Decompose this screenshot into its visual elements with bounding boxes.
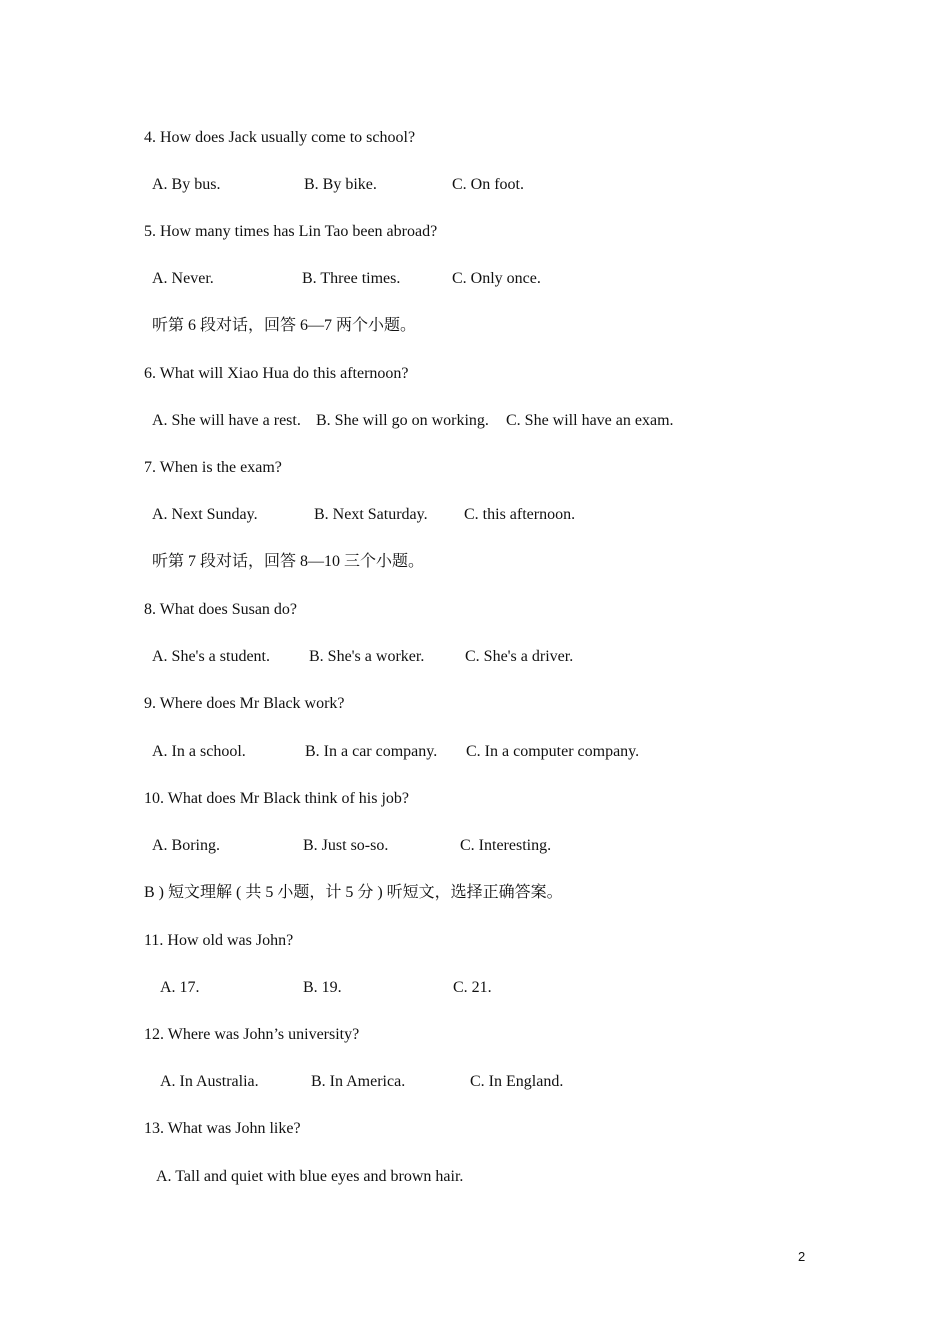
option-c: C. In a computer company. xyxy=(466,743,640,760)
option-a: A. Tall and quiet with blue eyes and brown hair. xyxy=(156,1168,464,1185)
question-12: 12. Where was John’s university? xyxy=(144,1026,360,1043)
option-a: A. Never. xyxy=(152,270,214,287)
option-c: C. 21. xyxy=(453,979,492,996)
question-10: 10. What does Mr Black think of his job? xyxy=(144,790,409,807)
option-a: A. Boring. xyxy=(152,837,220,854)
option-a: A. She will have a rest. xyxy=(152,412,301,429)
question-6: 6. What will Xiao Hua do this afternoon? xyxy=(144,365,409,382)
option-c: C. In England. xyxy=(470,1073,564,1090)
option-c: C. Interesting. xyxy=(460,837,552,854)
option-c: C. On foot. xyxy=(452,176,524,193)
option-a: A. She's a student. xyxy=(152,648,270,665)
question-9: 9. Where does Mr Black work? xyxy=(144,695,345,712)
option-c: C. She's a driver. xyxy=(465,648,574,665)
instruction-dialogue-6: 听第 6 段对话，回答 6—7 两个小题。 xyxy=(152,317,417,334)
option-b: B. Three times. xyxy=(302,270,401,287)
option-a: A. Next Sunday. xyxy=(152,506,258,523)
question-13: 13. What was John like? xyxy=(144,1120,301,1137)
option-c: C. Only once. xyxy=(452,270,541,287)
option-a: A. In a school. xyxy=(152,743,246,760)
question-5: 5. How many times has Lin Tao been abroad? xyxy=(144,223,438,240)
option-b: B. By bike. xyxy=(304,176,377,193)
option-c: C. this afternoon. xyxy=(464,506,576,523)
section-b-heading: B ) 短文理解 ( 共 5 小题，计 5 分 ) 听短文，选择正确答案。 xyxy=(144,884,563,901)
option-b: B. Just so-so. xyxy=(303,837,389,854)
question-4: 4. How does Jack usually come to school? xyxy=(144,129,416,146)
instruction-dialogue-7: 听第 7 段对话，回答 8—10 三个小题。 xyxy=(152,553,425,570)
option-c: C. She will have an exam. xyxy=(506,412,674,429)
option-a: A. By bus. xyxy=(152,176,221,193)
option-b: B. She's a worker. xyxy=(309,648,425,665)
question-7: 7. When is the exam? xyxy=(144,459,282,476)
option-a: A. In Australia. xyxy=(160,1073,259,1090)
question-11: 11. How old was John? xyxy=(144,932,294,949)
page-number: 2 xyxy=(798,1249,806,1264)
option-b: B. In America. xyxy=(311,1073,406,1090)
question-8: 8. What does Susan do? xyxy=(144,601,298,618)
option-b: B. She will go on working. xyxy=(316,412,489,429)
option-b: B. 19. xyxy=(303,979,342,996)
option-a: A. 17. xyxy=(160,979,200,996)
option-b: B. In a car company. xyxy=(305,743,438,760)
option-b: B. Next Saturday. xyxy=(314,506,428,523)
